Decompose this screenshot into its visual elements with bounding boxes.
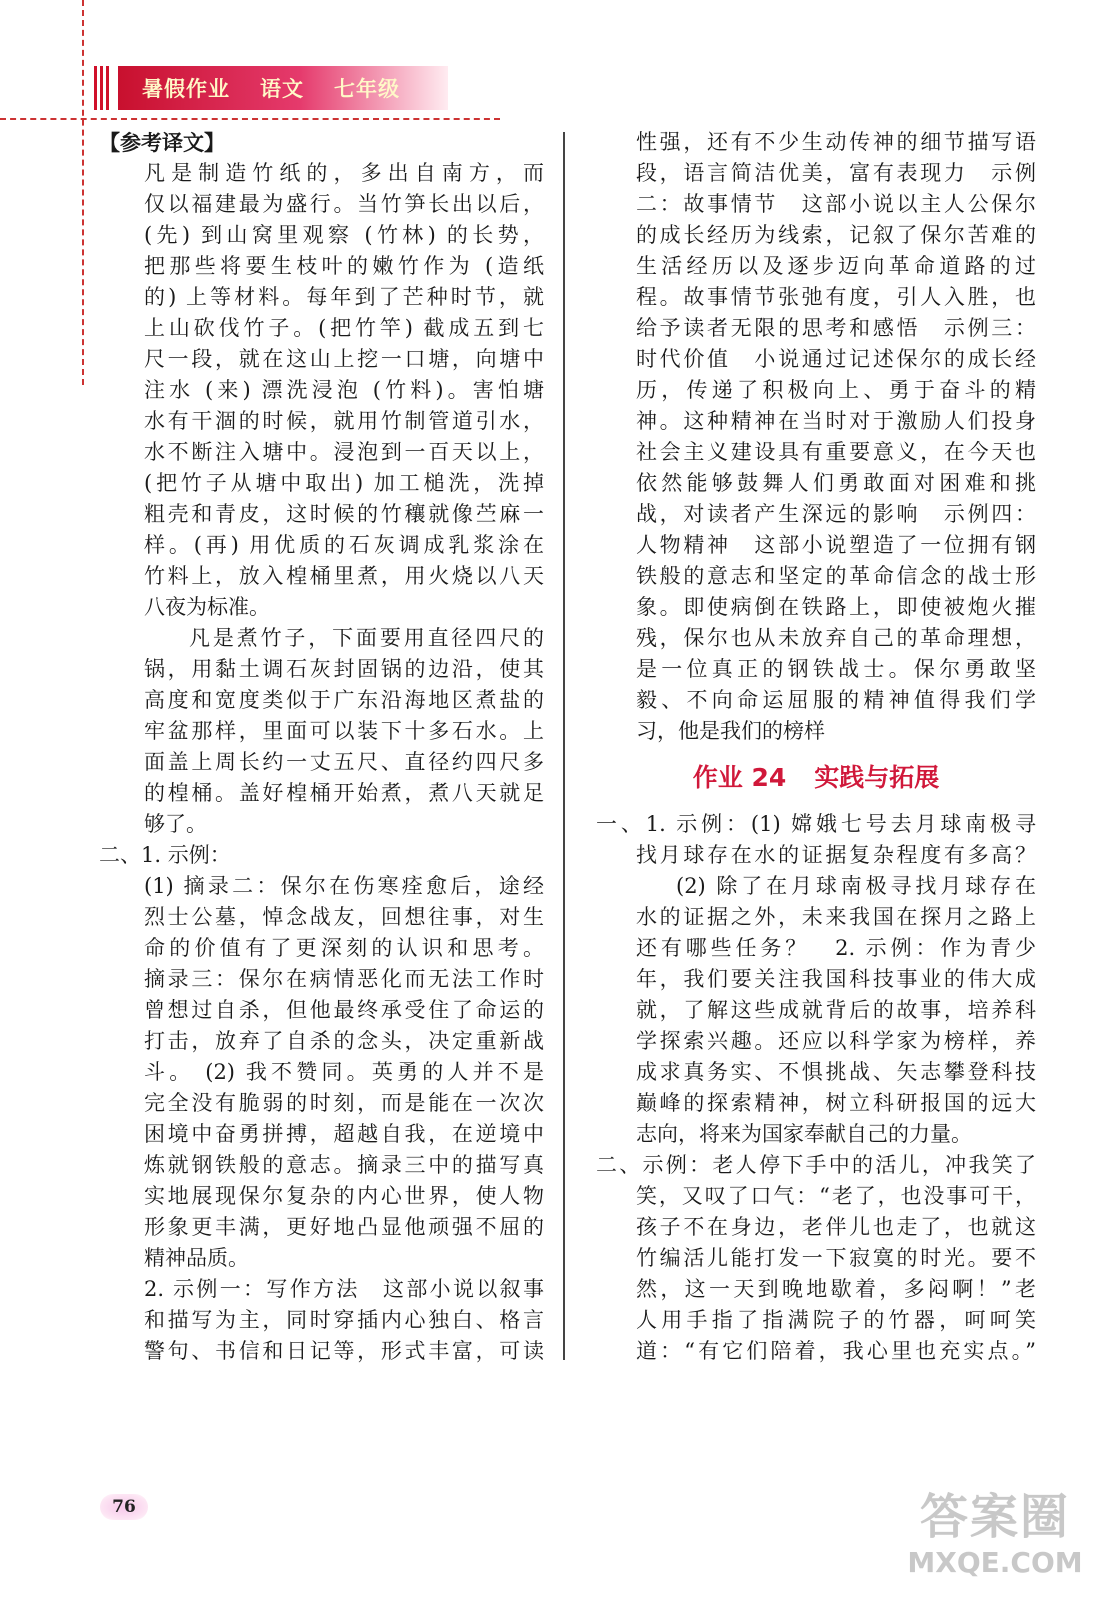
text-line: 牢盆那样，里面可以装下十多石水。上 [144, 719, 544, 743]
text-line: 摘录三：保尔在病情恶化而无法工作时 [144, 967, 544, 991]
text-line: 找月球存在水的证据复杂程度有多高？ [636, 843, 1036, 867]
text-line: 凡是制造竹纸的，多出自南方，而 [144, 161, 544, 185]
header-banner [118, 66, 448, 110]
text-line: 依然能够鼓舞人们勇敢面对困难和挑 [636, 471, 1036, 495]
text-line: (1) 摘录二：保尔在伤寒痊愈后，途经 [144, 874, 544, 898]
text-line: 给予读者无限的思考和感悟 示例三： [636, 316, 1036, 340]
text-line: 烈士公墓，悼念战友，回想往事，对生 [144, 905, 544, 929]
text-line: 尺一段，就在这山上挖一口塘，向塘中 [144, 347, 544, 371]
text-line: 竹编活儿能打发一下寂寞的时光。要不 [636, 1246, 1036, 1270]
text-line: 凡是煮竹子，下面要用直径四尺的 [189, 626, 544, 650]
text-line: 残，保尔也从未放弃自己的革命理想， [636, 626, 1036, 650]
text-line: 水有干涸的时候，就用竹制管道引水， [144, 409, 544, 433]
text-line: 命的价值有了更深刻的认识和思考。 [144, 936, 544, 960]
text-line: 人用手指了指满院子的竹器，呵呵笑 [636, 1308, 1036, 1332]
text-line: 历，传递了积极向上、勇于奋斗的精 [636, 378, 1036, 402]
page-number: 76 [100, 1494, 148, 1520]
text-line: 和描写为主，同时穿插内心独白、格言 [144, 1308, 544, 1332]
header-stripes [94, 66, 112, 110]
section-number: 作业 24 [692, 763, 787, 792]
section-title: 实践与拓展 [814, 763, 940, 792]
text-line: 笑，又叹了口气：“老了，也没事可干， [636, 1184, 1036, 1208]
text-line: 高度和宽度类似于广东沿海地区煮盐的 [144, 688, 544, 712]
text-line: 孩子不在身边，老伴儿也走了，也就这 [636, 1215, 1036, 1239]
text-line: 然，这一天到晚地歇着，多闷啊！”老 [636, 1277, 1036, 1301]
text-line: 水不断注入塘中。浸泡到一百天以上， [144, 440, 544, 464]
text-line: 象。即使病倒在铁路上，即使被炮火摧 [636, 595, 1036, 619]
watermark-text: 答案圈 [919, 1489, 1070, 1545]
subject-label: 语文 [260, 77, 304, 101]
text-line: 完全没有脆弱的时刻，而是能在一次次 [144, 1091, 544, 1115]
left-column [99, 127, 544, 1367]
text-line: 仅以福建最为盛行。当竹笋长出以后， [144, 192, 544, 216]
text-line: 道：“有它们陪着，我心里也充实点。” [636, 1339, 1036, 1363]
text-line: 年，我们要关注我国科技事业的伟大成 [636, 967, 1036, 991]
text-line: 样。(再) 用优质的石灰调成乳浆涂在 [144, 533, 544, 557]
text-line: 二：故事情节 这部小说以主人公保尔 [636, 192, 1036, 216]
text-line: (先) 到山窝里观察 (竹林) 的长势， [144, 223, 544, 247]
text-line: 就，了解这些成就背后的故事，培养科 [636, 998, 1036, 1022]
text-line: 二、示例：老人停下手中的活儿，冲我笑了 [596, 1153, 1036, 1177]
text-line: 时代价值 小说通过记述保尔的成长经 [636, 347, 1036, 371]
text-line: 面盖上周长约一丈五尺、直径约四尺多 [144, 750, 544, 774]
text-line: 学探索兴趣。还应以科学家为榜样，养 [636, 1029, 1036, 1053]
text-line: 打击，放弃了自杀的念头，决定重新战 [144, 1029, 544, 1053]
text-line: 神。这种精神在当时对于激励人们投身 [636, 409, 1036, 433]
grade-label: 七年级 [334, 77, 400, 101]
text-line: 够了。 [144, 812, 207, 836]
text-line: 毅、不向命运屈服的精神值得我们学 [636, 688, 1036, 712]
text-line: 巅峰的探索精神，树立科研报国的远大 [636, 1091, 1036, 1115]
text-line: 生活经历以及逐步迈向革命道路的过 [636, 254, 1036, 278]
text-line: 锅，用黏土调石灰封固锅的边沿，使其 [144, 657, 544, 681]
text-line: (2) 除了在月球南极寻找月球存在 [676, 874, 1036, 898]
text-line: 人物精神 这部小说塑造了一位拥有钢 [636, 533, 1036, 557]
text-line: 粗壳和青皮，这时候的竹穰就像苎麻一 [144, 502, 544, 526]
column-divider [563, 132, 565, 1360]
book-title: 暑假作业 [142, 77, 230, 101]
text-line: 注水 (来) 漂洗浸泡 (竹料)。害怕塘 [144, 378, 544, 402]
text-line: 是一位真正的钢铁战士。保尔勇敢坚 [636, 657, 1036, 681]
text-line: 2. 示例一：写作方法 这部小说以叙事 [144, 1277, 544, 1301]
text-line: 的) 上等材料。每年到了芒种时节，就 [144, 285, 544, 309]
text-line: 把那些将要生枝叶的嫩竹作为 (造纸 [144, 254, 544, 278]
right-column [596, 127, 1036, 1367]
text-line: 警句、书信和日记等，形式丰富，可读 [144, 1339, 544, 1363]
text-line: 程。故事情节张弛有度，引人入胜，也 [636, 285, 1036, 309]
text-line: 形象更丰满，更好地凸显他顽强不屈的 [144, 1215, 544, 1239]
text-line: 上山砍伐竹子。(把竹竿) 截成五到七 [144, 316, 544, 340]
text-line: 竹料上，放入楻桶里煮，用火烧以八天 [144, 564, 544, 588]
text-line: 习，他是我们的榜样 [636, 719, 825, 743]
text-line: 铁般的意志和坚定的革命信念的战士形 [636, 564, 1036, 588]
text-line: 【参考译文】 [99, 130, 225, 155]
text-line: 的楻桶。盖好楻桶开始煮，煮八天就足 [144, 781, 544, 805]
text-line: 实地展现保尔复杂的内心世界，使人物 [144, 1184, 544, 1208]
text-line: 炼就钢铁般的意志。摘录三中的描写真 [144, 1153, 544, 1177]
watermark-logo [905, 1488, 1085, 1593]
text-line: (把竹子从塘中取出) 加工槌洗，洗掉 [144, 471, 544, 495]
text-line: 成求真务实、不惧挑战、矢志攀登科技 [636, 1060, 1036, 1084]
margin-dashed-line [82, 0, 84, 385]
text-line: 段，语言简洁优美，富有表现力 示例 [636, 161, 1036, 185]
text-line: 社会主义建设具有重要意义，在今天也 [636, 440, 1036, 464]
text-line: 斗。 (2) 我不赞同。英勇的人并不是 [144, 1060, 544, 1084]
text-line: 精神品质。 [144, 1246, 249, 1270]
text-line: 志向，将来为国家奉献自己的力量。 [636, 1122, 972, 1146]
text-line: 战，对读者产生深远的影响 示例四： [636, 502, 1036, 526]
text-line: 的成长经历为线索，记叙了保尔苦难的 [636, 223, 1036, 247]
text-line: 八夜为标准。 [144, 595, 270, 619]
text-line: 困境中奋勇拼搏，超越自我，在逆境中 [144, 1122, 544, 1146]
text-line: 水的证据之外，未来我国在探月之路上 [636, 905, 1036, 929]
text-line: 一、1. 示例：(1) 嫦娥七号去月球南极寻 [596, 812, 1036, 836]
text-line: 性强，还有不少生动传神的细节描写语 [636, 130, 1036, 154]
text-line: 还有哪些任务？ 2. 示例：作为青少 [636, 936, 1036, 960]
text-line: 曾想过自杀，但他最终承受住了命运的 [144, 998, 544, 1022]
text-line: 二、1. 示例： [99, 843, 231, 867]
watermark-url: MXQE.COM [907, 1546, 1083, 1579]
header-dashed-line [0, 118, 500, 120]
section-heading [596, 747, 1036, 809]
